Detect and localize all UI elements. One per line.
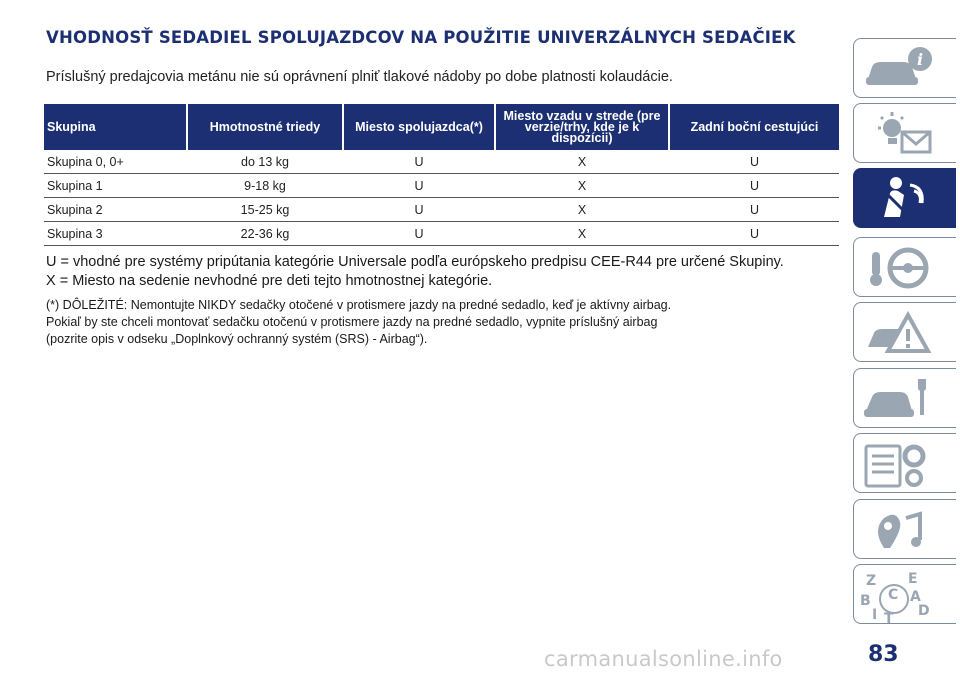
index-letter: T [884, 611, 894, 625]
sidebar-tab-warning-lights[interactable] [853, 103, 956, 163]
warning-line: (*) DÔLEŽITÉ: Nemontujte NIKDY sedačky otočené v protismere jazdy na predné sedadlo, keď je aktívny airbag. [46, 298, 672, 312]
index-icon [854, 565, 957, 625]
cell-group: Skupina 3 [44, 222, 186, 246]
warning-line: Pokiaľ by ste chceli montovať sedačku otočenú v protismere jazdy na predné sedadlo, vypnite príslušný airbag [46, 315, 658, 329]
column-header-front-passenger: Miesto spolujazdca(*) [344, 104, 494, 150]
table-row [44, 198, 839, 222]
warning-lights-icon [854, 104, 957, 164]
table-row [44, 222, 839, 246]
cell-rear-center: X [496, 198, 668, 222]
sidebar-tab-index[interactable] [853, 564, 956, 624]
cell-rear-side: U [670, 198, 839, 222]
cell-weight: do 13 kg [188, 150, 342, 174]
sidebar-tab-driving[interactable] [853, 237, 956, 297]
watermark: carmanualsonline.info [544, 647, 783, 671]
cell-rear-center: X [496, 222, 668, 246]
cell-rear-side: U [670, 174, 839, 198]
sidebar-tab-multimedia[interactable] [853, 499, 956, 559]
notes-section [46, 253, 836, 348]
svg-text:i: i [916, 50, 924, 69]
u-legend: U = vhodné pre systémy pripútania kategórie Universale podľa európskeho predpisu CEE-R44 pre určené Skupiny. [46, 254, 784, 270]
index-letter: I [872, 607, 878, 623]
cell-front-passenger: U [344, 150, 494, 174]
index-letter: B [860, 593, 871, 609]
sidebar-tab-safety[interactable] [853, 168, 956, 228]
column-header-weight: Hmotnostné triedy [188, 104, 342, 150]
technical-data-icon [854, 434, 957, 494]
table-header-row [44, 104, 839, 150]
sidebar-tab-car-info[interactable] [853, 38, 956, 98]
maintenance-icon [854, 369, 957, 429]
cell-rear-center: X [496, 150, 668, 174]
cell-front-passenger: U [344, 198, 494, 222]
table-row [44, 150, 839, 174]
starting-driving-icon [854, 238, 957, 298]
cell-rear-center: X [496, 174, 668, 198]
cell-front-passenger: U [344, 174, 494, 198]
column-header-group: Skupina [44, 104, 186, 150]
multimedia-icon [854, 500, 957, 560]
intro-paragraph: Príslušný predajcovia metánu nie sú oprávnení plniť tlakové nádoby po dobe platnosti kolaudácie. [46, 69, 673, 85]
cell-weight: 15-25 kg [188, 198, 342, 222]
seat-safety-icon [854, 169, 957, 229]
sidebar-tab-maintenance[interactable] [853, 368, 956, 428]
index-letter: D [918, 603, 930, 619]
cell-rear-side: U [670, 150, 839, 174]
page-title: VHODNOSŤ SEDADIEL SPOLUJAZDCOV NA POUŽITIE UNIVERZÁLNYCH SEDAČIEK [46, 28, 796, 47]
cell-weight: 22-36 kg [188, 222, 342, 246]
index-letter: Z [866, 573, 877, 589]
sidebar-tab-emergency[interactable] [853, 302, 956, 362]
seat-suitability-table [44, 104, 839, 246]
column-header-rear-side: Zadní boční cestujúci [670, 104, 839, 150]
x-legend: X = Miesto na sedenie nevhodné pre deti tejto hmotnostnej kategórie. [46, 273, 493, 289]
cell-weight: 9-18 kg [188, 174, 342, 198]
index-letter: E [908, 571, 918, 587]
column-header-rear-center: Miesto vzadu v strede (pre verzie/trhy, kde je k dispozícii) [496, 104, 668, 150]
car-info-icon [854, 39, 957, 99]
chapter-sidebar [853, 0, 960, 678]
cell-group: Skupina 2 [44, 198, 186, 222]
warning-line: (pozrite opis v odseku „Doplnkový ochranný systém (SRS) - Airbag“). [46, 332, 428, 346]
index-letter: C [888, 587, 899, 603]
cell-group: Skupina 0, 0+ [44, 150, 186, 174]
emergency-icon [854, 303, 957, 363]
table-row [44, 174, 839, 198]
page-number: 83 [868, 642, 899, 667]
cell-group: Skupina 1 [44, 174, 186, 198]
sidebar-tab-technical-data[interactable] [853, 433, 956, 493]
index-letter: A [910, 589, 921, 605]
cell-rear-side: U [670, 222, 839, 246]
cell-front-passenger: U [344, 222, 494, 246]
